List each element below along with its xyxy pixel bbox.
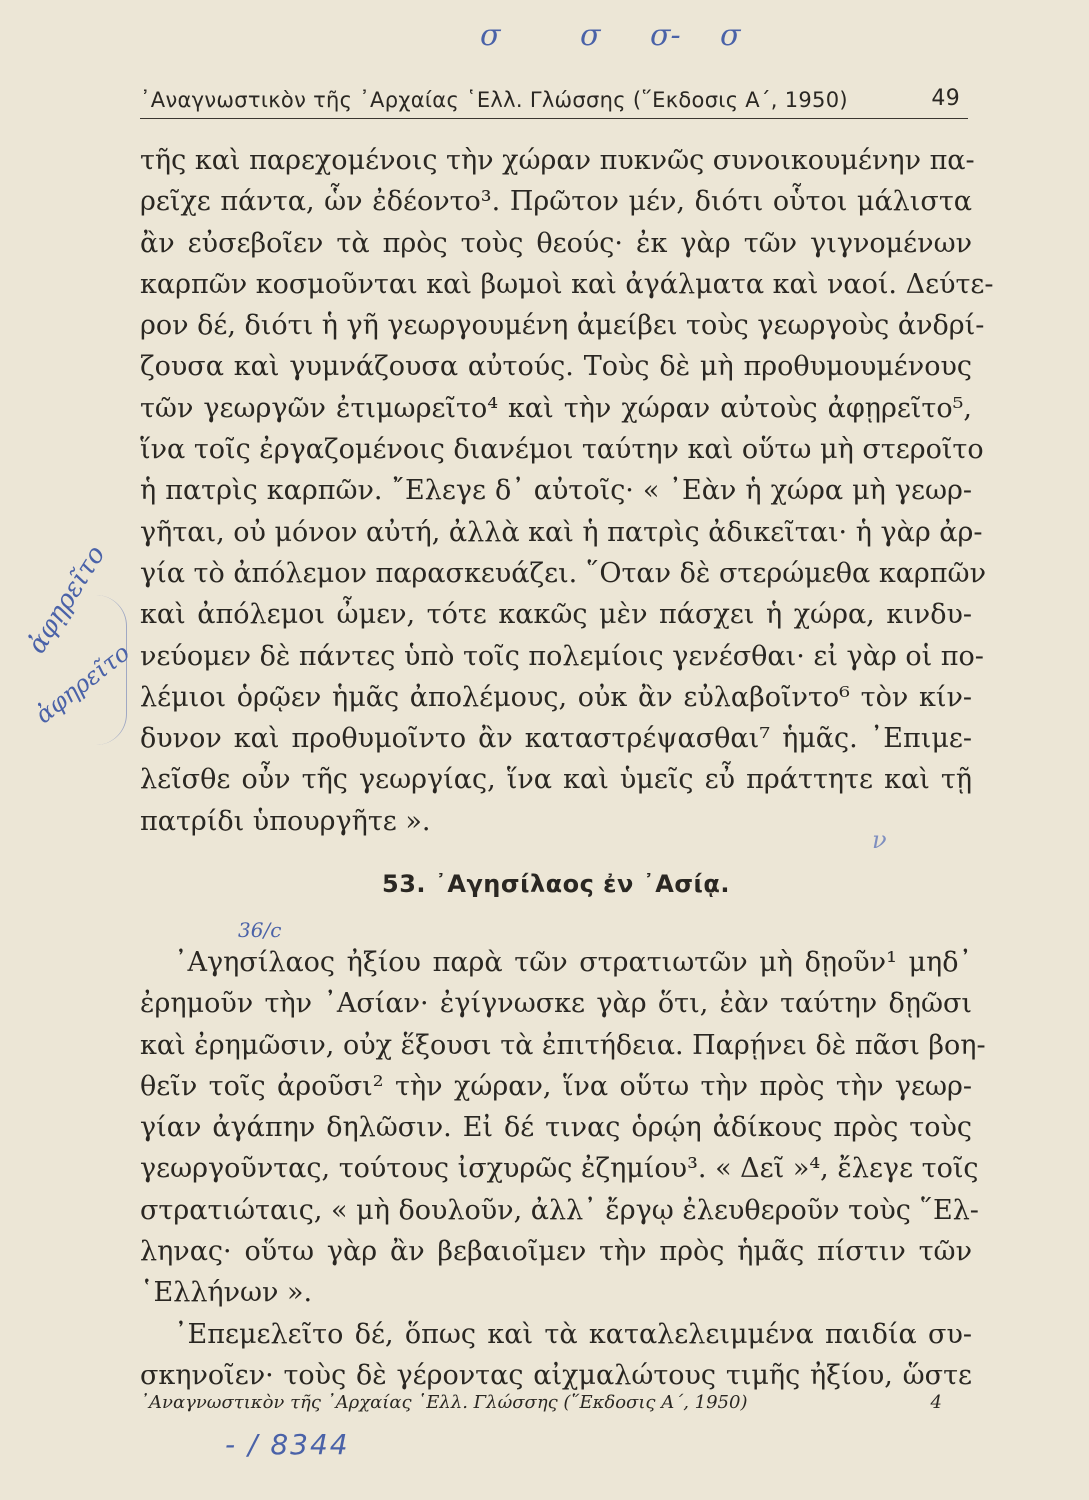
text-line: τῶν γεωργῶν ἐτιμωρεῖτο⁴ καὶ τὴν χώραν αὐτοὺς ἀφῃρεῖτο⁵, (140, 392, 972, 424)
text-line: θεῖν τοῖς ἀροῦσι² τὴν χώραν, ἵνα οὕτω τὴν πρὸς τὴν γεωρ- (140, 1070, 972, 1102)
text-line: γεωργοῦντας, τούτους ἰσχυρῶς ἐζημίου³. « Δεῖ »⁴, ἔλεγε τοῖς (140, 1153, 979, 1185)
text-line: ἵνα τοῖς ἐργαζομένοις διανέμοι ταύτην καὶ οὕτω μὴ στεροῖτο (140, 434, 984, 466)
top-mark-1: σ (480, 18, 501, 53)
text-line: τῆς καὶ παρεχομένοις τὴν χώραν πυκνῶς συνοικουμένην πα- (140, 145, 975, 176)
text-line: γῆται, οὐ μόνον αὐτή, ἀλλὰ καὶ ἡ πατρὶς ἀδικεῖται· ἡ γὰρ ἀρ- (140, 516, 983, 548)
text-line: στρατιώταις, « μὴ δουλοῦν, ἀλλ᾽ ἔργῳ ἐλευθεροῦν τοὺς ῞Ελ- (140, 1194, 979, 1226)
text-line: ληνας· οὕτω γὰρ ἂν βεβαιοῖμεν τὴν πρὸς ἡμᾶς πίστιν τῶν (140, 1236, 972, 1268)
text-line: νεύομεν δὲ πάντες ὑπὸ τοῖς πολεμίοις γενέσθαι· εἰ γὰρ οἱ πο- (140, 640, 984, 672)
handwritten-inventory-number: - / 8344 (225, 1428, 350, 1461)
running-header (140, 84, 968, 119)
text-line: λέμιοι ὁρῷεν ἡμᾶς ἀπολέμους, οὐκ ἂν εὐλαβοῖντο⁶ τὸν κίν- (140, 681, 972, 713)
section-heading: 53. ᾽Αγησίλαος ἐν ᾽Ασίᾳ. (382, 870, 730, 898)
text-line: καὶ ἀπόλεμοι ὦμεν, τότε κακῶς μὲν πάσχει ἡ χώρα, κινδυ- (140, 599, 972, 631)
text-line: γίαν ἀγάπην δηλῶσιν. Εἰ δέ τινας ὁρῴη ἀδίκους πρὸς τοὺς (140, 1112, 972, 1144)
footer-signature-number: 4 (930, 1392, 942, 1413)
text-line: ᾽Επεμελεῖτο δέ, ὅπως καὶ τὰ καταλελειμμένα παιδία συ- (174, 1319, 972, 1350)
paragraph-2 (140, 942, 986, 1314)
header-title: ᾽Αναγνωστικὸν τῆς ᾽Αρχαίας ῾Ελλ. Γλώσσης (῞Εκδοσις Α΄, 1950) (140, 88, 848, 112)
top-mark-3: σ- (650, 18, 681, 53)
paragraph-3 (140, 1314, 972, 1397)
margin-note-line-2: ἀφηρεῖτο (30, 638, 136, 730)
pencil-check-mark: ν (872, 826, 887, 854)
handwritten-top-marks (470, 18, 770, 58)
text-line: καρπῶν κοσμοῦνται καὶ βωμοὶ καὶ ἀγάλματα καὶ ναοί. Δεύτε- (140, 268, 994, 300)
text-line: ῾Ελλήνων ». (140, 1277, 313, 1309)
text-line: γία τὸ ἀπόλεμον παρασκευάζει. ῞Οταν δὲ στερώμεθα καρπῶν (140, 557, 986, 589)
text-line: ἂν εὐσεβοῖεν τὰ πρὸς τοὺς θεούς· ἐκ γὰρ τῶν γιγνομένων (140, 227, 972, 259)
top-mark-4: σ (720, 18, 741, 53)
text-line: σκηνοῖεν· τοὺς δὲ γέροντας αἰχμαλώτους τιμῆς ἠξίου, ὥστε (140, 1360, 972, 1392)
text-line: δυνον καὶ προθυμοῖντο ἂν καταστρέψασθαι⁷ ἡμᾶς. ᾽Επιμε- (140, 723, 972, 755)
page-number: 49 (931, 86, 960, 111)
margin-handwritten-note (0, 540, 136, 805)
paragraph-1 (140, 140, 994, 842)
text-line: ρεῖχε πάντα, ὧν ἐδέοντο³. Πρῶτον μέν, διότι οὗτοι μάλιστα (140, 186, 972, 218)
top-mark-2: σ (580, 18, 601, 53)
text-line: ἐρημοῦν τὴν ᾽Ασίαν· ἐγίγνωσκε γὰρ ὅτι, ἐὰν ταύτην δῃῶσι (140, 988, 972, 1020)
footer-title: ᾽Αναγνωστικὸν τῆς ᾽Αρχαίας ῾Ελλ. Γλώσσης (῞Εκδοσις Α΄, 1950) (140, 1392, 748, 1413)
text-line: ᾽Αγησίλαος ἠξίου παρὰ τῶν στρατιωτῶν μὴ δῃοῦν¹ μηδ᾽ (174, 947, 972, 978)
text-line: πατρίδι ὑπουργῆτε ». (140, 805, 431, 837)
text-line: ζουσα καὶ γυμνάζουσα αὐτούς. Τοὺς δὲ μὴ προθυμουμένους (140, 351, 972, 383)
margin-note-line-1: ἀφῃρεῖτο (22, 540, 112, 659)
text-line: λεῖσθε οὖν τῆς γεωργίας, ἵνα καὶ ὑμεῖς εὖ πράττητε καὶ τῇ (140, 764, 972, 796)
handwritten-annotation: 36/c (238, 918, 282, 942)
text-line: ρον δέ, διότι ἡ γῆ γεωργουμένη ἀμείβει τοὺς γεωργοὺς ἀνδρί- (140, 310, 985, 342)
text-line: καὶ ἐρημῶσιν, οὐχ ἕξουσι τὰ ἐπιτήδεια. Παρῄνει δὲ πᾶσι βοη- (140, 1029, 986, 1061)
text-line: ἡ πατρὶς καρπῶν. ῎Ελεγε δ᾽ αὐτοῖς· « ᾽Εὰν ἡ χώρα μὴ γεωρ- (140, 475, 972, 507)
